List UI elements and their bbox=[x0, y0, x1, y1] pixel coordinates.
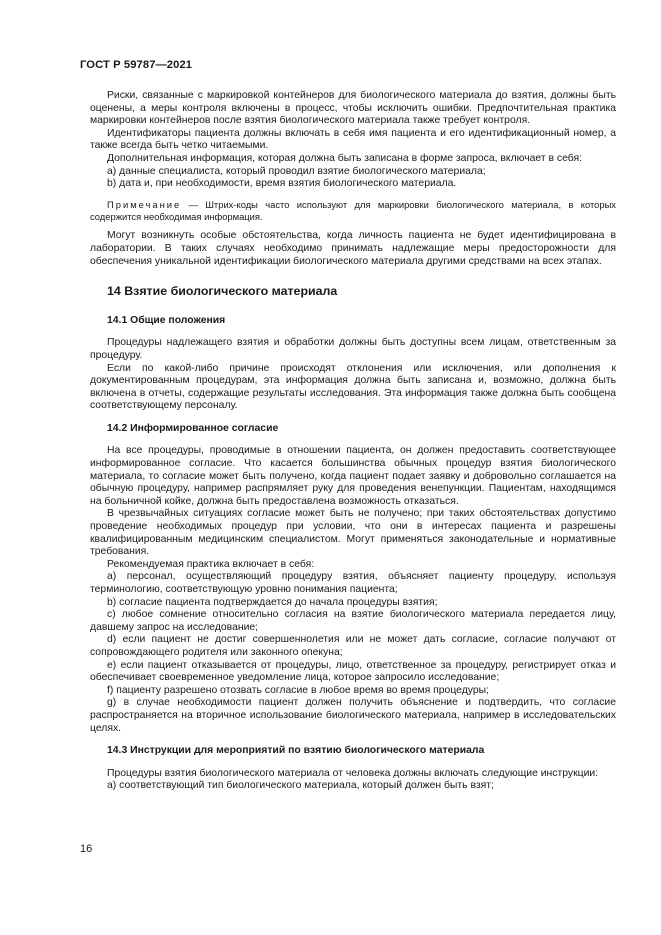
paragraph: Процедуры взятия биологического материала от человека должны включать следующие инструкции: bbox=[107, 767, 599, 779]
paragraph: Могут возникнуть особые обстоятельства, когда личность пациента не будет идентифицирована в лаборатории. В таких случаях необходимо принимать надлежащие меры предосторожности для обеспечения уникальной идентификации биологического материала другими средствами на всех этапах. bbox=[90, 230, 616, 267]
page-content bbox=[90, 90, 616, 793]
section-heading: 14 Взятие биологического материала bbox=[107, 284, 338, 299]
list-item: g) в случае необходимости пациент должен получить объяснение и подтвердить, что согласие распространяется на вторичное использование биологического материала, например в исследовательских целях. bbox=[90, 697, 616, 734]
list-item: a) данные специалиста, который проводил взятие биологического материала; bbox=[107, 165, 486, 177]
list-item: b) дата и, при необходимости, время взятия биологического материала. bbox=[107, 178, 457, 190]
list-item: c) любое сомнение относительно согласия на взятие биологического материала передается лицу, давшему запрос на исследование; bbox=[90, 609, 616, 633]
paragraph: Рекомендуемая практика включает в себя: bbox=[107, 558, 315, 570]
list-item: b) согласие пациента подтверждается до начала процедуры взятия; bbox=[107, 596, 438, 608]
subsection-heading: 14.2 Информированное согласие bbox=[107, 422, 279, 434]
document-code: ГОСТ Р 59787—2021 bbox=[80, 59, 193, 71]
list-item: d) если пациент не достиг совершеннолетия или не может дать согласие, согласие получают от сопровождающего родителя или законного опекуна; bbox=[90, 634, 616, 658]
note bbox=[90, 199, 616, 223]
paragraph: На все процедуры, проводимые в отношении пациента, он должен предоставить соответствующее информированное согласие. Что касается большинства обычных процедур взятия биологического материала, то согласие может быть получено, когда пациент подает заявку и добровольно соглашается на обычную процедуру, например распрямляет руку для проведения венепункции. Пациентам, находящимся на больничной койке, должна быть предоставлена возможность отказаться. bbox=[90, 445, 616, 507]
paragraph: Процедуры надлежащего взятия и обработки должны быть доступны всем лицам, ответственным за процедуру. bbox=[90, 337, 616, 361]
list-item: e) если пациент отказывается от процедуры, лицо, ответственное за процедуру, регистрирует отказ и обеспечивает своевременное уведомление лица, которое запросило исследование; bbox=[90, 659, 616, 684]
paragraph: Дополнительная информация, которая должна быть записана в форме запроса, включает в себя: bbox=[107, 152, 582, 164]
list-item: f) пациенту разрешено отозвать согласие в любое время во время процедуры; bbox=[107, 684, 489, 696]
paragraph: В чрезвычайных ситуациях согласие может быть не получено; при таких обстоятельствах допустимо проведение необходимых процедур при условии, что они в интересах пациента и разрешены квалифицированным медицинским специалистом. Могут применяться законодательные и нормативные требования. bbox=[90, 508, 616, 558]
paragraph: Если по какой-либо причине происходят отклонения или исключения, или дополнения к документированным процедурам, эта информация должна быть записана и, возможно, должна быть включена в отчеты, содержащие результаты исследования. Эта информация также должна быть сообщена соответствующему персоналу. bbox=[90, 362, 616, 412]
paragraph: Риски, связанные с маркировкой контейнеров для биологического материала до взятия, должны быть оценены, а меры контроля включены в процесс, чтобы исключить ошибки. Предпочтительная практика маркировки контейнеров после взятия биологического материала также требует контроля. bbox=[90, 90, 616, 127]
list-item: a) соответствующий тип биологического материала, который должен быть взят; bbox=[107, 780, 494, 792]
note-text: — Штрих-коды часто используют для маркировки биологического материала, в которых содержится необходимая информация. bbox=[90, 198, 616, 222]
paragraph: Идентификаторы пациента должны включать в себя имя пациента и его идентификационный номер, а также всегда быть четко читаемыми. bbox=[90, 127, 616, 152]
subsection-heading: 14.1 Общие положения bbox=[107, 314, 226, 326]
note-label: Примечание bbox=[107, 198, 182, 210]
page-number: 16 bbox=[80, 843, 93, 855]
subsection-heading: 14.3 Инструкции для мероприятий по взятию биологического материала bbox=[107, 745, 485, 757]
list-item: a) персонал, осуществляющий процедуру взятия, объясняет пациенту процедуру, используя терминологию, соответствующую уровню понимания пациента; bbox=[90, 571, 616, 595]
